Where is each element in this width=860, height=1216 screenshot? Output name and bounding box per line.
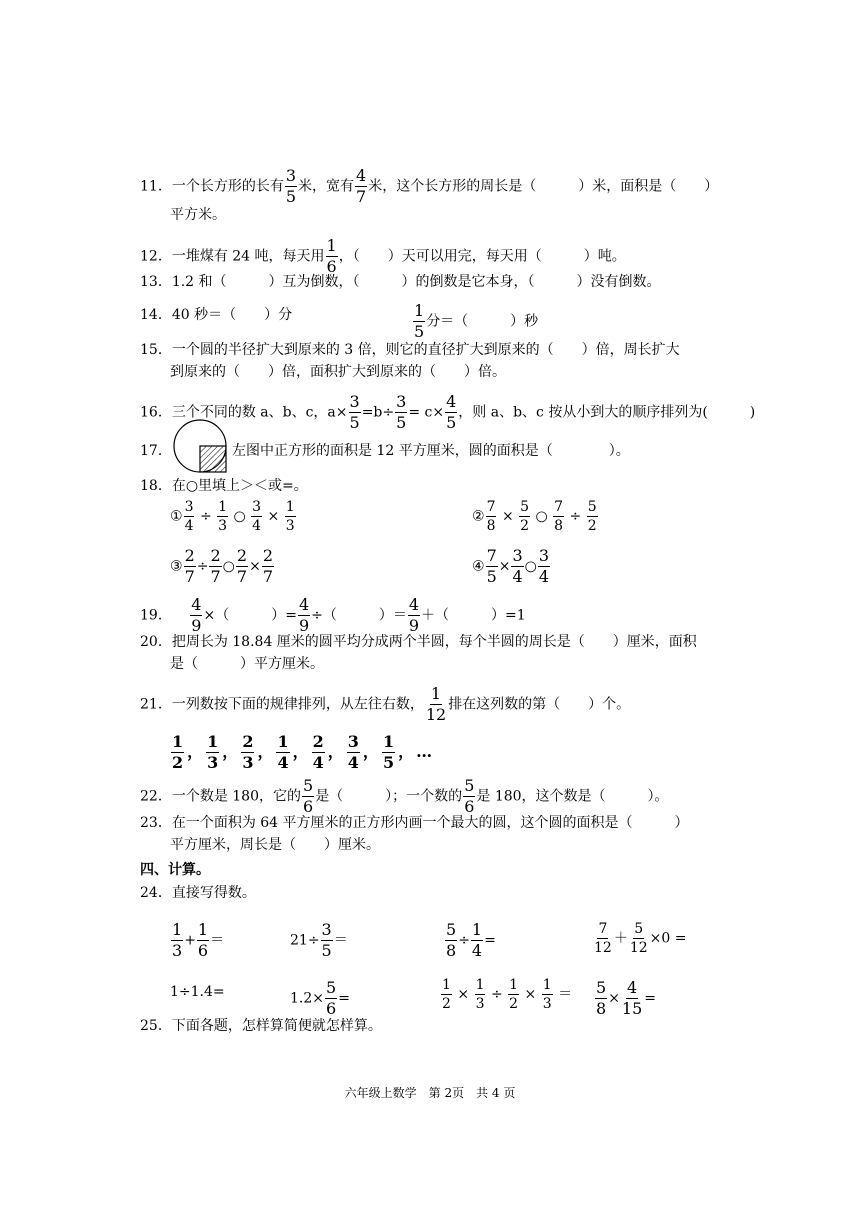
fraction: $\frac{4}{7}$ bbox=[356, 166, 367, 206]
question-number: 24． bbox=[140, 885, 172, 901]
question-number: 22． bbox=[140, 788, 172, 805]
question-text: 一个圆的半径扩大到原来的 3 倍，则它的直径扩大到原来的（ ）倍，周长扩大 bbox=[171, 342, 680, 358]
question-text: 三个不同的数 a、b、c，a× bbox=[171, 404, 348, 421]
fraction: $\frac{1}{6}$ bbox=[326, 236, 337, 276]
question-text: 排在这列数的第（ ）个。 bbox=[448, 696, 631, 713]
question-15 bbox=[140, 340, 680, 360]
question-number: 11． bbox=[140, 178, 172, 195]
fraction: $\frac{3}{5}$ bbox=[285, 166, 297, 206]
question-text: 40 秒＝（ ）分 bbox=[171, 307, 293, 323]
calc-6: 1.2× $\frac{5}{6}$ = bbox=[290, 978, 350, 1018]
q18-part-4: ④ $\frac{7}{5}$ × $\frac{3}{4}$ ○ $\frac{3}{4}$ bbox=[472, 546, 550, 586]
question-12 bbox=[140, 238, 626, 275]
question-number: 14． bbox=[140, 307, 172, 323]
question-text: 一列数按下面的规律排列，从左往右数， bbox=[171, 696, 424, 713]
sequence-fraction: $\frac{2}{4}$ bbox=[312, 732, 324, 772]
question-text: 一个长方形的长有 bbox=[171, 178, 284, 195]
question-number: 18． bbox=[140, 478, 172, 494]
fraction: $\frac{3}{5}$ bbox=[349, 392, 360, 432]
question-text: ，（ ）天可以用完，每天用（ ）吨。 bbox=[338, 248, 626, 265]
question-number: 23． bbox=[140, 815, 172, 831]
question-17: 左图中正方形的面积是 12 平方厘米，圆的面积是（ ）。 bbox=[232, 443, 630, 459]
question-18 bbox=[140, 476, 308, 496]
question-text: 在○里填上＞＜或=。 bbox=[171, 478, 308, 494]
question-number: 20． bbox=[140, 634, 172, 650]
separator: ， bbox=[187, 742, 204, 761]
q18-part-3: ③ $\frac{2}{7}$ ÷ $\frac{2}{7}$ ○ $\frac{2}{7}$ × $\frac{2}{7}$ bbox=[170, 546, 273, 586]
sequence-fraction: $\frac{1}{3}$ bbox=[207, 732, 219, 772]
separator: ， bbox=[222, 742, 239, 761]
circle-square-figure bbox=[172, 418, 230, 474]
question-21: 21．一列数按下面的规律排列，从左往右数， $\frac{1}{12}$ 排在这列数的第（ ）个。 bbox=[140, 684, 631, 724]
question-number: 16． bbox=[140, 404, 172, 421]
question-text: ，则 a、b、c 按从小到大的顺序排列为( ) bbox=[458, 404, 756, 421]
question-15-line2: 到原来的（ ）倍，面积扩大到原来的（ ）倍。 bbox=[170, 364, 506, 380]
question-text: = c× bbox=[408, 404, 445, 421]
section-heading: 四、计算。 bbox=[140, 862, 210, 878]
question-number: 21． bbox=[140, 696, 172, 713]
question-number: 15． bbox=[140, 342, 172, 358]
question-number: 12． bbox=[140, 248, 172, 265]
question-text: =b÷ bbox=[361, 404, 395, 421]
separator: ， bbox=[292, 742, 309, 761]
question-20 bbox=[140, 632, 697, 652]
separator: ， bbox=[398, 742, 415, 761]
question-14-part2 bbox=[412, 303, 538, 340]
question-17-number: 17． bbox=[140, 443, 172, 459]
question-25 bbox=[140, 1016, 382, 1036]
sequence-fraction: $\frac{2}{3}$ bbox=[242, 732, 254, 772]
question-22: 22．一个数是 180，它的 $\frac{5}{6}$ 是（ ）；一个数的 $\frac{5}{6}$ 是 180，这个数是（ ）。 bbox=[140, 776, 669, 816]
calc-3: $\frac{5}{8}$ ÷ $\frac{1}{4}$ = bbox=[446, 920, 496, 960]
question-text: 直接写得数。 bbox=[171, 885, 256, 901]
question-text: 下面各题，怎样算简便就怎样算。 bbox=[171, 1018, 382, 1034]
sequence-fraction: $\frac{1}{2}$ bbox=[172, 732, 184, 772]
fraction: $\frac{4}{5}$ bbox=[446, 392, 457, 432]
calc-1: $\frac{1}{3}$ + $\frac{1}{6}$ ＝ bbox=[172, 920, 225, 960]
question-23-line2: 平方厘米，周长是（ ）厘米。 bbox=[170, 837, 380, 853]
sequence-fraction: $\frac{3}{4}$ bbox=[347, 732, 359, 772]
calc-7: $\frac{1}{2}$ × $\frac{1}{3}$ ÷ $\frac{1}{2}$ × $\frac{1}{3}$ ＝ bbox=[442, 977, 573, 1012]
ellipsis: … bbox=[416, 742, 433, 761]
question-16 bbox=[140, 394, 755, 431]
q18-part-2: ② $\frac{7}{8}$ × $\frac{5}{2}$ ○ $\frac{7}{8}$ ÷ $\frac{5}{2}$ bbox=[472, 499, 597, 534]
question-text: 分＝（ ）秒 bbox=[426, 313, 539, 330]
question-text: 米，这个长方形的周长是（ ）米，面积是（ ） bbox=[368, 178, 719, 195]
question-11-line2: 平方米。 bbox=[170, 207, 226, 223]
question-number: 25． bbox=[140, 1018, 172, 1034]
question-19: 19． $\frac{4}{9}$ ×（ ）= $\frac{4}{9}$ ÷（ ）＝ $\frac{4}{9}$ ＋（ ）=1 bbox=[140, 595, 526, 635]
question-text: 1.2 和（ ）互为倒数，（ ）的倒数是它本身，（ ）没有倒数。 bbox=[171, 274, 661, 290]
question-text: 一堆煤有 24 吨，每天用 bbox=[171, 248, 325, 265]
question-23 bbox=[140, 813, 689, 833]
calc-4: $\frac{7}{12}$ ＋ $\frac{5}{12}$ ×0 = bbox=[594, 921, 687, 956]
fraction: $\frac{1}{5}$ bbox=[414, 301, 425, 341]
question-number: 19． bbox=[140, 607, 172, 624]
number-sequence bbox=[170, 734, 432, 771]
sequence-fraction: $\frac{1}{5}$ bbox=[382, 732, 395, 772]
q18-part-1: ① $\frac{3}{4}$ ÷ $\frac{1}{3}$ ○ $\frac{3}{4}$ × $\frac{1}{3}$ bbox=[170, 499, 295, 534]
separator: ， bbox=[362, 742, 379, 761]
page-footer: 六年级上数学 第 2页 共 4 页 bbox=[344, 1086, 516, 1100]
question-24 bbox=[140, 883, 256, 903]
calc-8: $\frac{5}{8}$ × $\frac{4}{15}$ = bbox=[596, 978, 657, 1018]
fraction: $\frac{3}{5}$ bbox=[396, 392, 407, 432]
question-11 bbox=[140, 168, 718, 205]
sequence-fraction: $\frac{1}{4}$ bbox=[277, 732, 289, 772]
question-text: 把周长为 18.84 厘米的圆平均分成两个半圆，每个半圆的周长是（ ）厘米，面积 bbox=[171, 634, 697, 650]
calc-2: 21÷ $\frac{3}{5}$ ＝ bbox=[290, 920, 348, 960]
question-20-line2: 是（ ）平方厘米。 bbox=[170, 656, 324, 672]
separator: ， bbox=[257, 742, 274, 761]
question-number: 13． bbox=[140, 274, 172, 290]
question-13 bbox=[140, 272, 661, 292]
question-14 bbox=[140, 305, 292, 325]
calc-5: 1÷1.4= bbox=[170, 984, 225, 1000]
question-text: 在一个面积为 64 平方厘米的正方形内画一个最大的圆，这个圆的面积是（ ） bbox=[171, 815, 689, 831]
question-text: 米，宽有 bbox=[298, 178, 355, 195]
separator: ， bbox=[327, 742, 344, 761]
